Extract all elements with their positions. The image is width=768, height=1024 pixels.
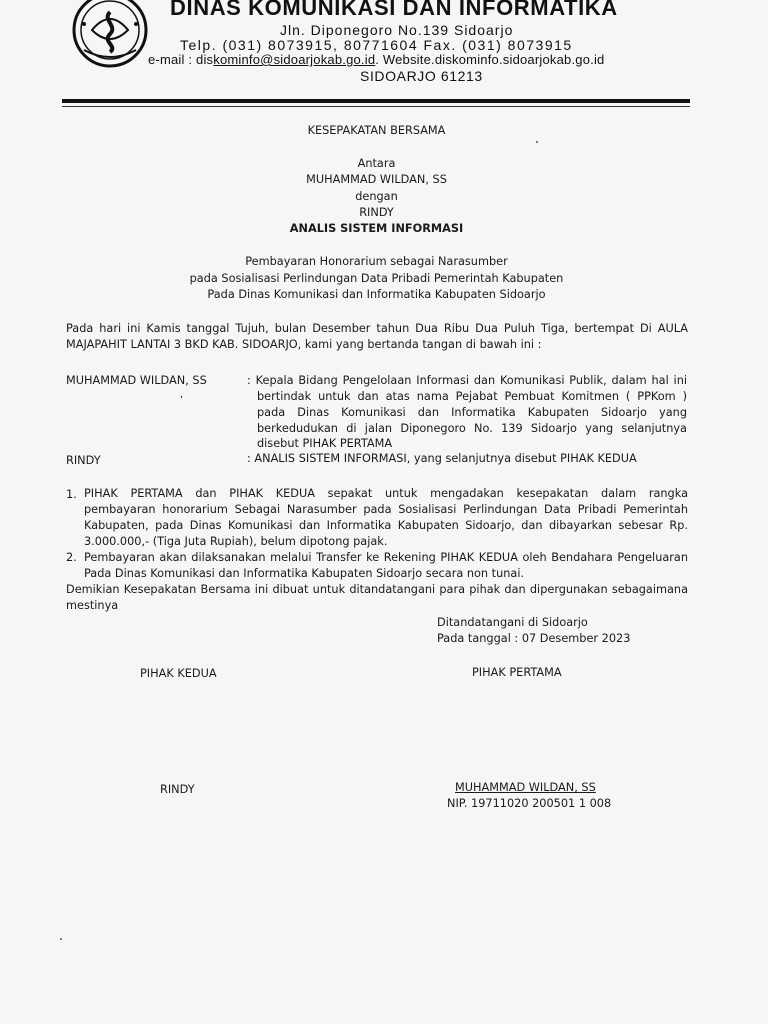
party-two-heading: RINDY xyxy=(359,206,394,219)
office-address: Jln. Diponegoro No.139 Sidoarjo xyxy=(280,22,514,38)
right-signature-label: PIHAK PERTAMA xyxy=(472,666,562,679)
subject-line-2: pada Sosialisasi Perlindungan Data Pribadi Pemerintah Kabupaten xyxy=(189,272,564,285)
stray-mark: ʻ xyxy=(180,395,184,406)
regency-emblem-icon xyxy=(62,0,158,74)
document-title: KESEPAKATAN BERSAMA xyxy=(307,124,446,137)
left-signature-label: PIHAK KEDUA xyxy=(140,667,217,680)
clause-1-line: 3.000.000,- (Tiga Juta Rupiah), belum dipotong pajak. xyxy=(84,535,388,548)
party-two-role-heading: ANALIS SISTEM INFORMASI xyxy=(289,222,464,235)
first-party-description-line: disebut PIHAK PERTAMA xyxy=(257,437,393,450)
left-signatory-name: RINDY xyxy=(160,783,195,796)
first-party-description-line: pada Dinas Komunikasi dan Informatika Kabupaten Sidoarjo yang xyxy=(257,406,687,419)
right-signatory-name: MUHAMMAD WILDAN, SS xyxy=(455,781,596,794)
letterhead-divider-thick xyxy=(62,99,690,103)
office-city-postcode: SIDOARJO 61213 xyxy=(360,68,483,84)
clause-1-line: pembayaran honorarium Sebagai Narasumber pada Sosialisasi Perlindungan Data Pribadi Pemerintah xyxy=(84,503,688,516)
closing-line-1: Demikian Kesepakatan Bersama ini dibuat untuk ditandatangani para pihak dan dipergunakan sebagaimana xyxy=(66,583,688,596)
subject-line-1: Pembayaran Honorarium sebagai Narasumber xyxy=(245,255,508,268)
scan-speck xyxy=(60,938,62,940)
first-party-description-line: bertindak untuk dan atas nama Pejabat Pembuat Komitmen ( PPKom ) xyxy=(257,390,687,403)
clause-1-line: Kabupaten, pada Dinas Komunikasi dan Informatika Kabupaten Sidoarjo, dan dibayarkan sebesar Rp. xyxy=(84,519,688,532)
clause-1-line: PIHAK PERTAMA dan PIHAK KEDUA sepakat untuk mengadakan kesepakatan dalam rangka xyxy=(84,487,688,500)
signing-date: Pada tanggal : 07 Desember 2023 xyxy=(437,632,631,645)
with-text: dengan xyxy=(355,190,398,203)
party-one-heading: MUHAMMAD WILDAN, SS xyxy=(306,173,447,186)
right-signatory-nip: NIP. 19711020 200501 1 008 xyxy=(447,797,612,810)
scan-speck xyxy=(536,141,538,143)
intro-line-2: MAJAPAHIT LANTAI 3 BKD KAB. SIDOARJO, kami yang bertanda tangan di bawah ini : xyxy=(66,338,542,351)
clause-2-number: 2. xyxy=(66,551,77,564)
website-text: . Website.diskominfo.sidoarjokab.go.id xyxy=(375,52,605,67)
letterhead-divider-thin xyxy=(62,106,690,107)
organization-name: DINAS KOMUNIKASI DAN INFORMATIKA xyxy=(170,0,618,20)
first-party-description-line: : Kepala Bidang Pengelolaan Informasi dan Komunikasi Publik, dalam hal ini xyxy=(247,374,687,387)
clause-1-number: 1. xyxy=(66,488,77,501)
second-party-description: : ANALIS SISTEM INFORMASI, yang selanjutnya disebut PIHAK KEDUA xyxy=(247,452,637,465)
office-phone: Telp. (031) 8073915, 80771604 Fax. (031) 8073915 xyxy=(180,37,573,53)
subject-line-3: Pada Dinas Komunikasi dan Informatika Kabupaten Sidoarjo xyxy=(207,288,546,301)
office-email-line xyxy=(148,52,604,67)
first-party-description-line: berkedudukan di jalan Diponegoro No. 139 Sidoarjo yang selanjutnya xyxy=(257,422,687,435)
first-party-name: MUHAMMAD WILDAN, SS xyxy=(66,374,207,387)
closing-line-2: mestinya xyxy=(66,599,119,612)
email-link[interactable]: kominfo@sidoarjokab.go.id xyxy=(213,52,376,67)
between-text: Antara xyxy=(357,157,396,170)
intro-line-1: Pada hari ini Kamis tanggal Tujuh, bulan Desember tahun Dua Ribu Dua Puluh Tiga, bertempat Di AULA xyxy=(66,322,688,335)
second-party-name: RINDY xyxy=(66,454,101,467)
signing-place: Ditandatangani di Sidoarjo xyxy=(437,616,588,629)
email-prefix: e-mail : dis xyxy=(148,52,214,67)
clause-2-line: Pembayaran akan dilaksanakan melalui Transfer ke Rekening PIHAK KEDUA oleh Bendahara Pengeluaran xyxy=(84,551,688,564)
clause-2-line: Pada Dinas Komunikasi dan Informatika Kabupaten Sidoarjo secara non tunai. xyxy=(84,567,525,580)
